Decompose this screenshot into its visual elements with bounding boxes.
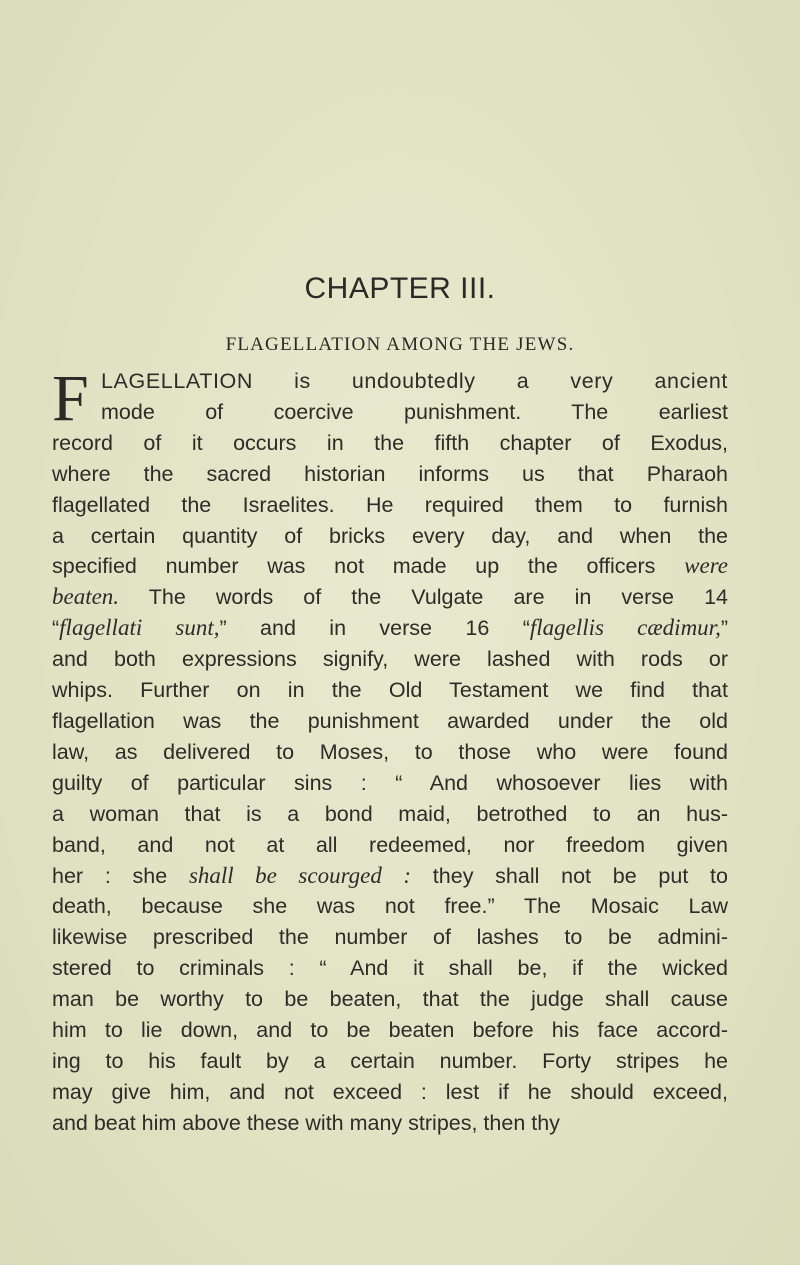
text-run: her : she [52,863,189,888]
text-line: law, as delivered to Moses, to those who were found [52,739,728,764]
text-line: record of it occurs in the fifth chapter of Exodus, [52,430,728,455]
italic-text: beaten. [52,584,120,610]
text-line [52,613,728,644]
text-line: where the sacred historian informs us that Pharaoh [52,461,728,486]
text-line: stered to criminals : “ And it shall be, if the wicked [52,956,728,981]
body-text [52,362,729,1139]
text-line: mode of coercive punishment. The earliest [101,399,728,424]
text-run: they shall not be put to [411,863,728,888]
italic-text: were [684,553,728,579]
text-line: guilty of particular sins : “ And whosoever lies with [52,770,728,795]
text-run: “ [52,616,60,641]
text-line: may give him, and not exceed : lest if he should exceed, [52,1079,728,1104]
text-line [52,366,728,397]
italic-text: flagellis cædimur, [529,615,721,641]
text-run: specified number was not made up the officers [52,554,685,579]
text-run: ” [720,616,729,641]
text-line: a woman that is a bond maid, betrothed to an hus- [52,801,728,826]
text-line [52,551,728,582]
drop-cap: F [52,362,89,435]
text-run: ” and in verse 16 “ [219,616,530,641]
text-line: a certain quantity of bricks every day, and when the [52,523,728,548]
text-line: him to lie down, and to be beaten before his face accord- [52,1018,728,1043]
text-line: man be worthy to be beaten, that the judge shall cause [52,987,728,1012]
italic-text: shall be scourged : [188,862,412,888]
text-run: The words of the Vulgate are in verse 14 [119,585,728,610]
text-line [52,861,728,892]
text-line: likewise prescribed the number of lashes to be admini- [52,925,728,950]
text-line: flagellated the Israelites. He required them to furnish [52,492,728,517]
chapter-title: FLAGELLATION AMONG THE JEWS. [225,334,575,355]
italic-text: flagellati sunt, [59,615,220,641]
text-line: whips. Further on in the Old Testament we find that [52,678,728,703]
text-line: and beat him above these with many stripes, then thy [52,1110,560,1135]
text-line: death, because she was not free.” The Mosaic Law [52,894,728,919]
text-line: band, and not at all redeemed, nor freedom given [52,832,728,857]
text-line: ing to his fault by a certain number. Forty stripes he [52,1048,728,1073]
text-run: LAGELLATION is undoubtedly a very ancient [101,369,728,393]
text-line [52,582,728,613]
chapter-heading: CHAPTER III. [304,272,496,305]
text-line: flagellation was the punishment awarded under the old [52,708,728,733]
text-line: and both expressions signify, were lashed with rods or [52,647,728,672]
